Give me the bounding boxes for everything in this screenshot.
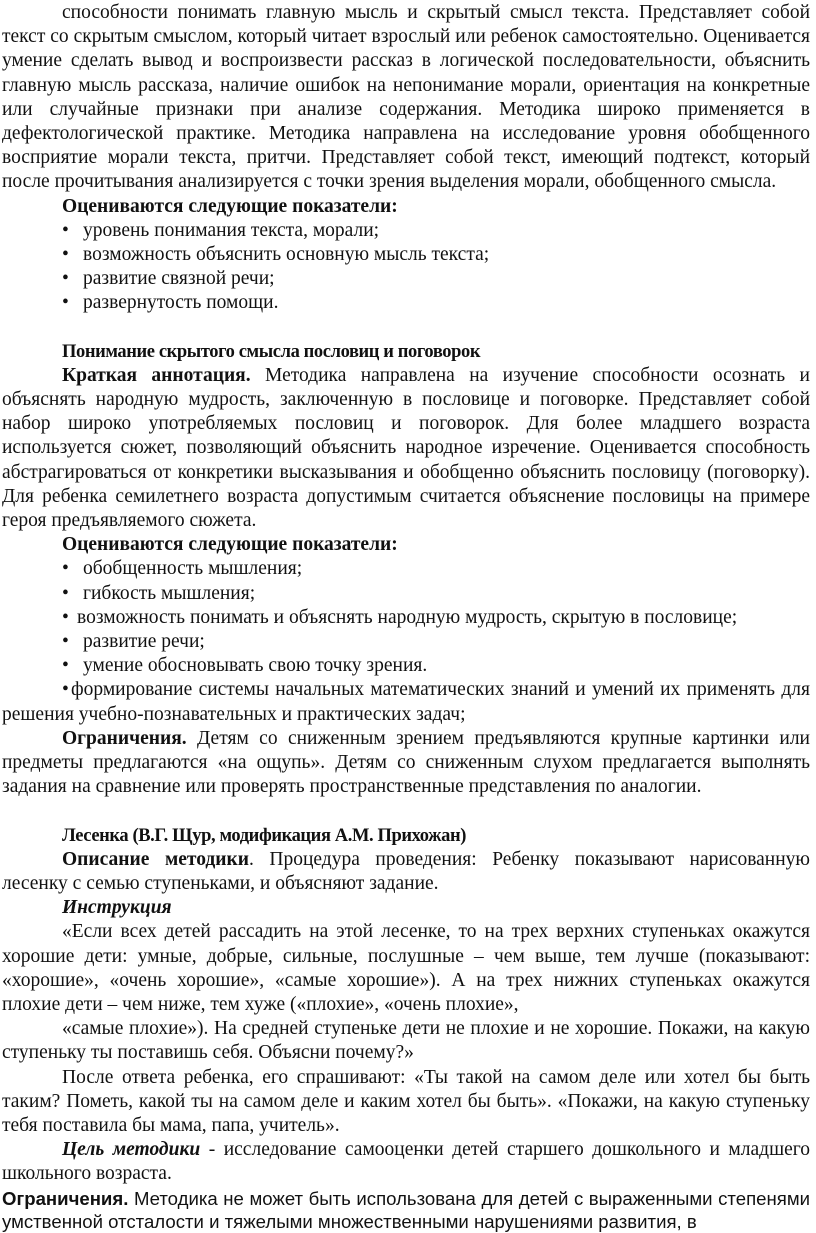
bullet-item xyxy=(2,243,810,267)
bullet-item-long xyxy=(2,678,810,726)
bullet-icon: • xyxy=(62,606,69,628)
bullet-item xyxy=(2,291,810,315)
bullet-icon: • xyxy=(62,244,69,266)
paragraph-limits-2 xyxy=(2,1187,810,1233)
paragraph-after-answer: После ответа ребенка, его спрашивают: «Ты такой на самом деле или хотел бы быть таким? Пометь, какой ты на самом деле и каким хотел бы быть». «Покажи, на какую ступеньку тебя поставила бы мама, папа, учитель». xyxy=(2,1066,810,1136)
bullet-icon: • xyxy=(62,655,69,677)
paragraph-limits xyxy=(2,727,810,800)
bullet-text: формирование системы начальных математических знаний и умений их применять для решения учебно-познавательных и практических задач; xyxy=(2,679,810,725)
paragraph-intro: способности понимать главную мысль и скрытый смысл текста. Представляет собой текст со скрытым смыслом, который читает взрослый или ребенок самостоятельно. Оценивается умение сделать вывод и воспроизвести рассказ в логической последовательности, объяснить главную мысль рассказа, наличие ошибок на непонимание морали, ориентация на конкретные или случайные признаки при анализе содержания. Методика широко применяется в дефектологической практике. Методика направлена на исследование уровня обобщенного восприятие морали текста, притчи. Представляет собой текст, имеющий подтекст, который после прочитывания анализируется с точки зрения выделения морали, обобщенного смысла. xyxy=(2,2,810,193)
description-label: Описание методики xyxy=(62,848,249,870)
bullet-text: возможность понимать и объяснять народную мудрость, скрытую в пословице; xyxy=(77,606,738,628)
bullet-text: умение обосновывать свою точку зрения. xyxy=(83,655,428,677)
paragraph-instruction-1: «Если всех детей рассадить на этой лесенке, то на трех верхних ступеньках окажутся хорошие дети: умные, добрые, сильные, послушные – чем выше, тем лучше (показывают: «хорошие», «очень хорошие», «самые хорошие»). А на трех нижних ступеньках окажутся плохие дети – чем ниже, тем хуже («плохие», «очень плохие», xyxy=(2,921,810,1015)
bullet-text: развитие связной речи; xyxy=(83,268,275,290)
bullet-item xyxy=(2,267,810,291)
instruction-label: Инструкция xyxy=(62,897,172,919)
paragraph-goal xyxy=(2,1138,810,1186)
bullet-icon: • xyxy=(62,582,69,604)
document-page xyxy=(2,0,810,1233)
bullet-item xyxy=(2,582,810,606)
instruction-heading xyxy=(2,896,810,920)
indicators-heading-2: Оцениваются следующие показатели: xyxy=(62,534,398,556)
bullet-icon: • xyxy=(62,558,69,580)
bullet-icon: • xyxy=(62,292,69,314)
indicators-heading-1: Оцениваются следующие показатели: xyxy=(62,195,398,217)
bullet-icon: • xyxy=(62,679,69,701)
paragraph-description xyxy=(2,848,810,896)
bullet-text: развернутость помощи. xyxy=(83,292,279,314)
annotation-label: Краткая аннотация. xyxy=(62,364,251,386)
limits-label-2: Ограничения. xyxy=(2,1187,129,1209)
bullet-icon: • xyxy=(62,631,69,653)
bullet-item xyxy=(2,630,810,654)
description-text: . Процедура проведения: Ребенку показывают нарисованную лесенку с семью ступеньками, и объясняют задание. xyxy=(2,848,810,894)
goal-label: Цель методики xyxy=(62,1139,201,1161)
bullet-text: уровень понимания текста, морали; xyxy=(83,219,380,241)
paragraph-instruction-2: «самые плохие»). На средней ступеньке дети не плохие и не хорошие. Покажи, на какую ступеньку ты поставишь себя. Объясни почему?» xyxy=(2,1018,810,1064)
annotation-text: Методика направлена на изучение способности осознать и объяснять народную мудрость, заключенную в пословице и поговорке. Представляет собой набор широко употребляемых пословиц и поговорок. Для более младшего возраста используется сюжет, позволяющий объяснить народное изречение. Оценивается способность абстрагироваться от конкретики высказывания и обобщенно объяснить пословицу (поговорку). Для ребенка семилетнего возраста допустимым считается объяснение пословицы на примере героя предъявляемого сюжета. xyxy=(2,364,810,532)
section-title-proverbs: Понимание скрытого смысла пословиц и поговорок xyxy=(62,341,481,362)
spacer xyxy=(2,800,810,824)
paragraph-annotation xyxy=(2,364,810,533)
bullet-item xyxy=(2,219,810,243)
bullet-item xyxy=(2,557,810,581)
goal-text: - исследование самооценки детей старшего дошкольного и младшего школьного возраста. xyxy=(2,1139,810,1185)
limits-text: Детям со сниженным зрением предъявляются крупные картинки или предметы предлагаются «на ощупь». Детям со сниженным слухом предлагается выполнять задания на сравнение или проверять пространственные представления по аналогии. xyxy=(2,727,810,798)
bullet-item xyxy=(2,654,810,678)
bullet-text: развитие речи; xyxy=(83,631,205,653)
bullet-icon: • xyxy=(62,268,69,290)
limits-label: Ограничения. xyxy=(62,727,187,749)
bullet-text: обобщенность мышления; xyxy=(83,558,303,580)
section-title-ladder: Лесенка (В.Г. Щур, модификация А.М. Прихожан) xyxy=(62,825,467,846)
limits-text-2: Методика не может быть использована для детей с выраженными степенями умственной отсталости и тяжелыми множественными нарушениями развития, в xyxy=(2,1187,810,1232)
spacer xyxy=(2,316,810,340)
bullet-text: гибкость мышления; xyxy=(83,582,256,604)
bullet-icon: • xyxy=(62,219,69,241)
bullet-text: возможность объяснить основную мысль текста; xyxy=(83,244,490,266)
bullet-item xyxy=(2,606,810,630)
